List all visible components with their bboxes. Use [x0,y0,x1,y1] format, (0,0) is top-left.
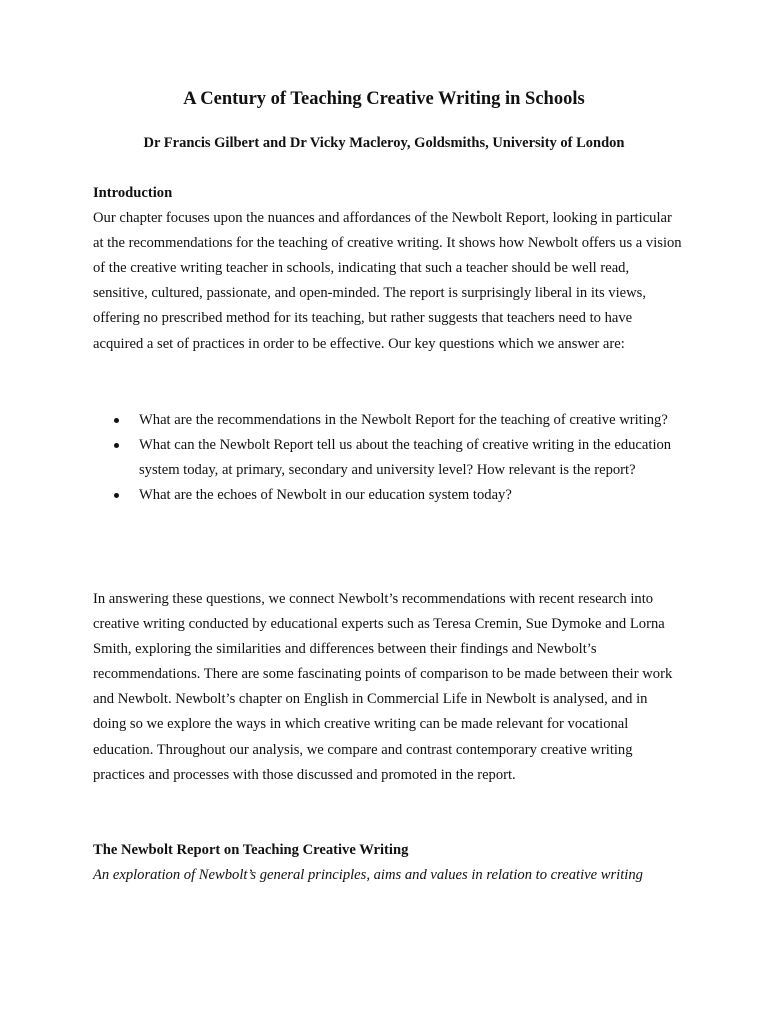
list-item [93,408,683,433]
answer-paragraph: In answering these questions, we connect Newbolt’s recommendations with recent research into creative writing conducted by educational experts such as Teresa Cremin, Sue Dymoke and Lorna Smith, exploring the similarities and differences between their findings and Newbolt’s recommendations. There are some fascinating points of comparison to be made between their work and Newbolt. Newbolt’s chapter on English in Commercial Life in Newbolt is analysed, and in doing so we explore the ways in which creative writing can be made relevant for vocational education. Throughout our analysis, we compare and contrast contemporary creative writing practices and processes with those discussed and promoted in the report. [93,591,673,783]
newbolt-section [93,838,683,888]
question-text: What are the recommendations in the Newbolt Report for the teaching of creative writing? [139,412,668,428]
bullet-icon [114,443,119,448]
list-item [93,433,683,483]
document-authors: Dr Francis Gilbert and Dr Vicky Macleroy, Goldsmiths, University of London [143,135,625,151]
question-text: What are the echoes of Newbolt in our education system today? [139,487,512,504]
section-heading: The Newbolt Report on Teaching Creative Writing [93,842,409,858]
list-item [93,483,683,508]
introduction-paragraph: Our chapter focuses upon the nuances and affordances of the Newbolt Report, looking in particular at the recommendations for the teaching of creative writing. It shows how Newbolt offers us a vision of the creative writing teacher in schools, indicating that such a teacher should be well read, sensitive, cultured, passionate, and open-minded. The report is surprisingly liberal in its views, offering no prescribed method for its teaching, but rather suggests that teachers need to have acquired a set of practices in order to be effective. Our key questions which we answer are: [93,210,682,352]
bullet-icon [114,418,119,423]
document-title: A Century of Teaching Creative Writing in Schools [183,89,585,109]
key-questions-list [93,408,683,508]
introduction-heading: Introduction [93,185,173,201]
bullet-icon [114,493,119,498]
introduction-section [93,181,683,357]
question-text: What can the Newbolt Report tell us about the teaching of creative writing in the education system today, at primary, secondary and university level? How relevant is the report? [139,437,672,479]
section-subtitle: An exploration of Newbolt’s general principles, aims and values in relation to creative writing [93,867,643,884]
